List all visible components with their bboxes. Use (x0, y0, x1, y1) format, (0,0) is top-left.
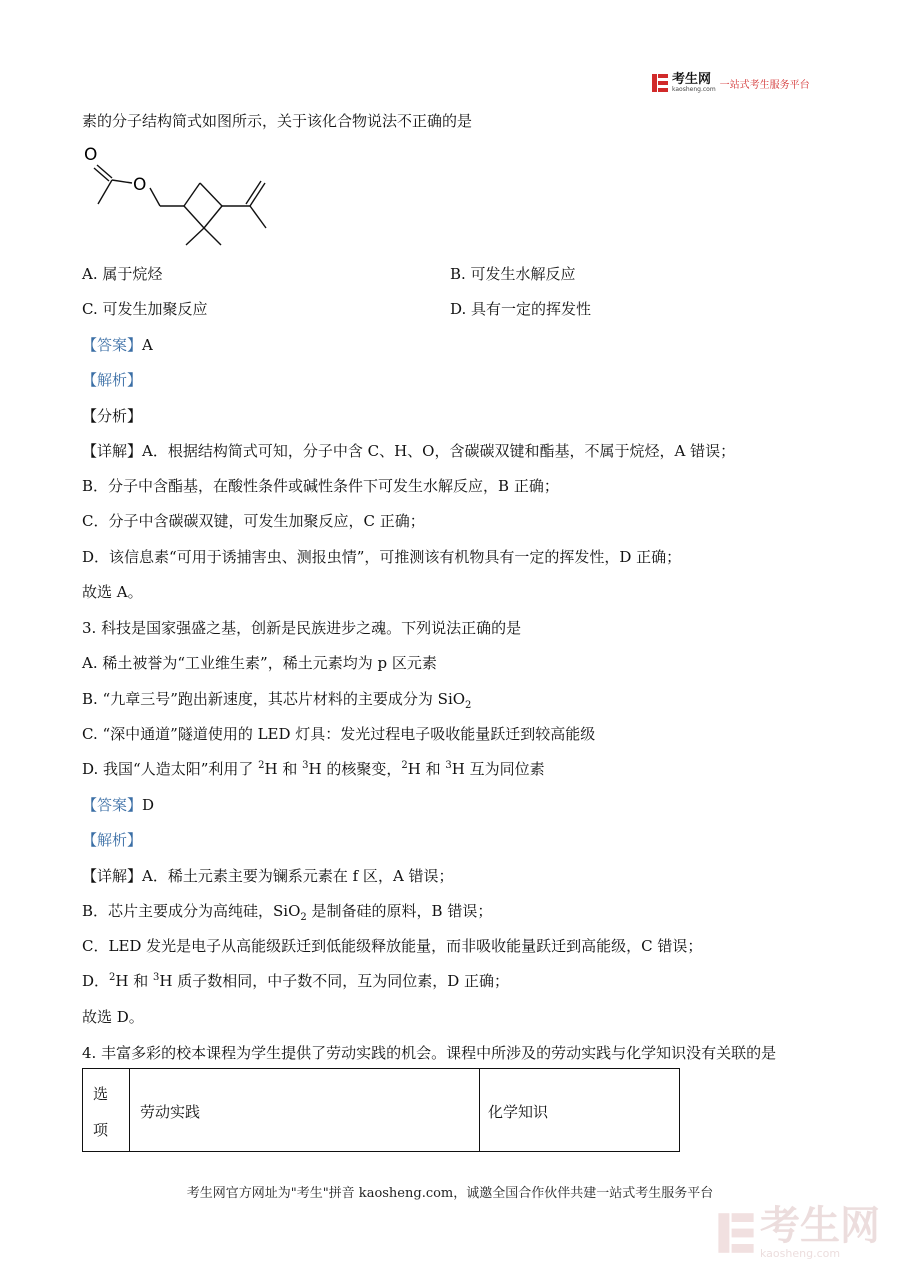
header-knowledge-label: 化学知识 (488, 1103, 549, 1121)
q3-option-b-text: B. “九章三号”跑出新速度，其芯片材料的主要成分为 SiO (82, 690, 466, 708)
header-practice-label: 劳动实践 (140, 1103, 201, 1121)
table-header-option (83, 1069, 130, 1151)
q3-option-d (82, 758, 545, 779)
q3-detail-b (82, 900, 492, 923)
text: H 和 (115, 972, 154, 990)
answer-tag: 【答案】 (82, 796, 143, 814)
text: H 质子数相同，中子数不同，互为同位素，D 正确； (159, 972, 510, 990)
q3-option-c: C. “深中通道”隧道使用的 LED 灯具：发光过程电子吸收能量跃迁到较高能级 (82, 725, 596, 743)
q2-stem: 素的分子结构简式如图所示，关于该化合物说法不正确的是 (82, 112, 473, 130)
logo-icon (651, 73, 669, 93)
q2-option-c: C. 可发生加聚反应 (82, 300, 208, 318)
subscript: 2 (465, 700, 472, 711)
q2-fenxi-tag: 【分析】 (82, 407, 143, 425)
detail-tag: 【详解】 (82, 867, 143, 885)
watermark (716, 1205, 880, 1260)
q3-stem: 3. 科技是国家强盛之基，创新是民族进步之魂。下列说法正确的是 (82, 619, 522, 637)
q2-detail-b: B．分子中含酯基，在酸性条件或碱性条件下可发生水解反应，B 正确； (82, 477, 559, 495)
watermark-text (760, 1205, 880, 1260)
q2-option-d: D. 具有一定的挥发性 (450, 300, 592, 318)
text: H 和 (264, 760, 303, 778)
superscript: 3 (153, 972, 160, 983)
q3-option-b (82, 688, 471, 711)
q3-conclusion: 故选 D。 (82, 1008, 144, 1026)
text: 是制备硅的原料，B 错误； (306, 902, 493, 920)
watermark-name: 考生网 (760, 1203, 880, 1249)
logo-text (672, 71, 716, 93)
text: B．芯片主要成分为高纯硅，SiO (82, 902, 301, 920)
answer-value: D (142, 796, 155, 814)
header-option-top: 选 (93, 1085, 109, 1103)
molecule-structure-diagram (80, 138, 280, 250)
q3-detail-d (82, 970, 509, 991)
q3-answer (82, 794, 154, 815)
detail-text: A．根据结构简式可知，分子中含 C、H、O，含碳碳双键和酯基，不属于烷烃，A 错误； (142, 442, 736, 460)
watermark-domain: kaosheng.com (760, 1247, 841, 1260)
text: H 互为同位素 (451, 760, 545, 778)
carbonyl-oxygen-label: O (84, 145, 98, 165)
q2-conclusion: 故选 A。 (82, 583, 143, 601)
table-header-knowledge (479, 1069, 679, 1151)
text: H 和 (407, 760, 446, 778)
answer-tag: 【答案】 (82, 336, 143, 354)
q2-detail-d: D．该信息素“可用于诱捕害虫、测报虫情”，可推测该有机物具有一定的挥发性，D 正确； (82, 548, 682, 566)
detail-text: A．稀土元素主要为镧系元素在 f 区，A 错误； (142, 867, 454, 885)
header-option-bottom: 项 (93, 1121, 109, 1139)
superscript: 2 (401, 760, 408, 771)
text: H 的核聚变， (308, 760, 402, 778)
text: D． (82, 972, 110, 990)
q2-option-b: B. 可发生水解反应 (450, 265, 576, 283)
q2-detail-c: C．分子中含碳碳双键，可发生加聚反应，C 正确； (82, 512, 425, 530)
q4-table (82, 1068, 680, 1152)
header-logo (651, 72, 810, 94)
q2-answer (82, 334, 153, 355)
q2-analysis-tag: 【解析】 (82, 371, 143, 389)
q2-option-a: A. 属于烷烃 (82, 265, 163, 283)
watermark-logo-icon (716, 1211, 756, 1255)
superscript: 3 (445, 760, 452, 771)
answer-value: A (142, 336, 153, 354)
table-header-practice (129, 1069, 480, 1151)
q3-option-a: A. 稀土被誉为“工业维生素”，稀土元素均为 p 区元素 (82, 654, 437, 672)
logo-slogan: 一站式考生服务平台 (719, 79, 810, 91)
logo-name: 考生网 (672, 71, 712, 87)
superscript: 2 (109, 972, 116, 983)
q3-analysis-tag: 【解析】 (82, 831, 143, 849)
q4-stem: 4. 丰富多彩的校本课程为学生提供了劳动实践的机会。课程中所涉及的劳动实践与化学知识没有关联的是 (82, 1044, 777, 1062)
q3-option-d-text: D. 我国“人造太阳”利用了 (82, 760, 259, 778)
q3-detail-c: C．LED 发光是电子从高能级跃迁到低能级释放能量，而非吸收能量跃迁到高能级，C 错误； (82, 937, 703, 955)
superscript: 3 (302, 760, 309, 771)
ester-oxygen-label: O (133, 175, 147, 195)
q3-detail-a (82, 865, 454, 886)
q2-detail-a (82, 440, 735, 461)
superscript: 2 (258, 760, 265, 771)
detail-tag: 【详解】 (82, 442, 143, 460)
logo-domain: kaosheng.com (672, 85, 716, 93)
subscript: 2 (300, 912, 307, 923)
page-footer: 考生网官方网址为"考生"拼音 kaosheng.com，诚邀全国合作伙伴共建一站式考生服务平台 (186, 1186, 714, 1201)
